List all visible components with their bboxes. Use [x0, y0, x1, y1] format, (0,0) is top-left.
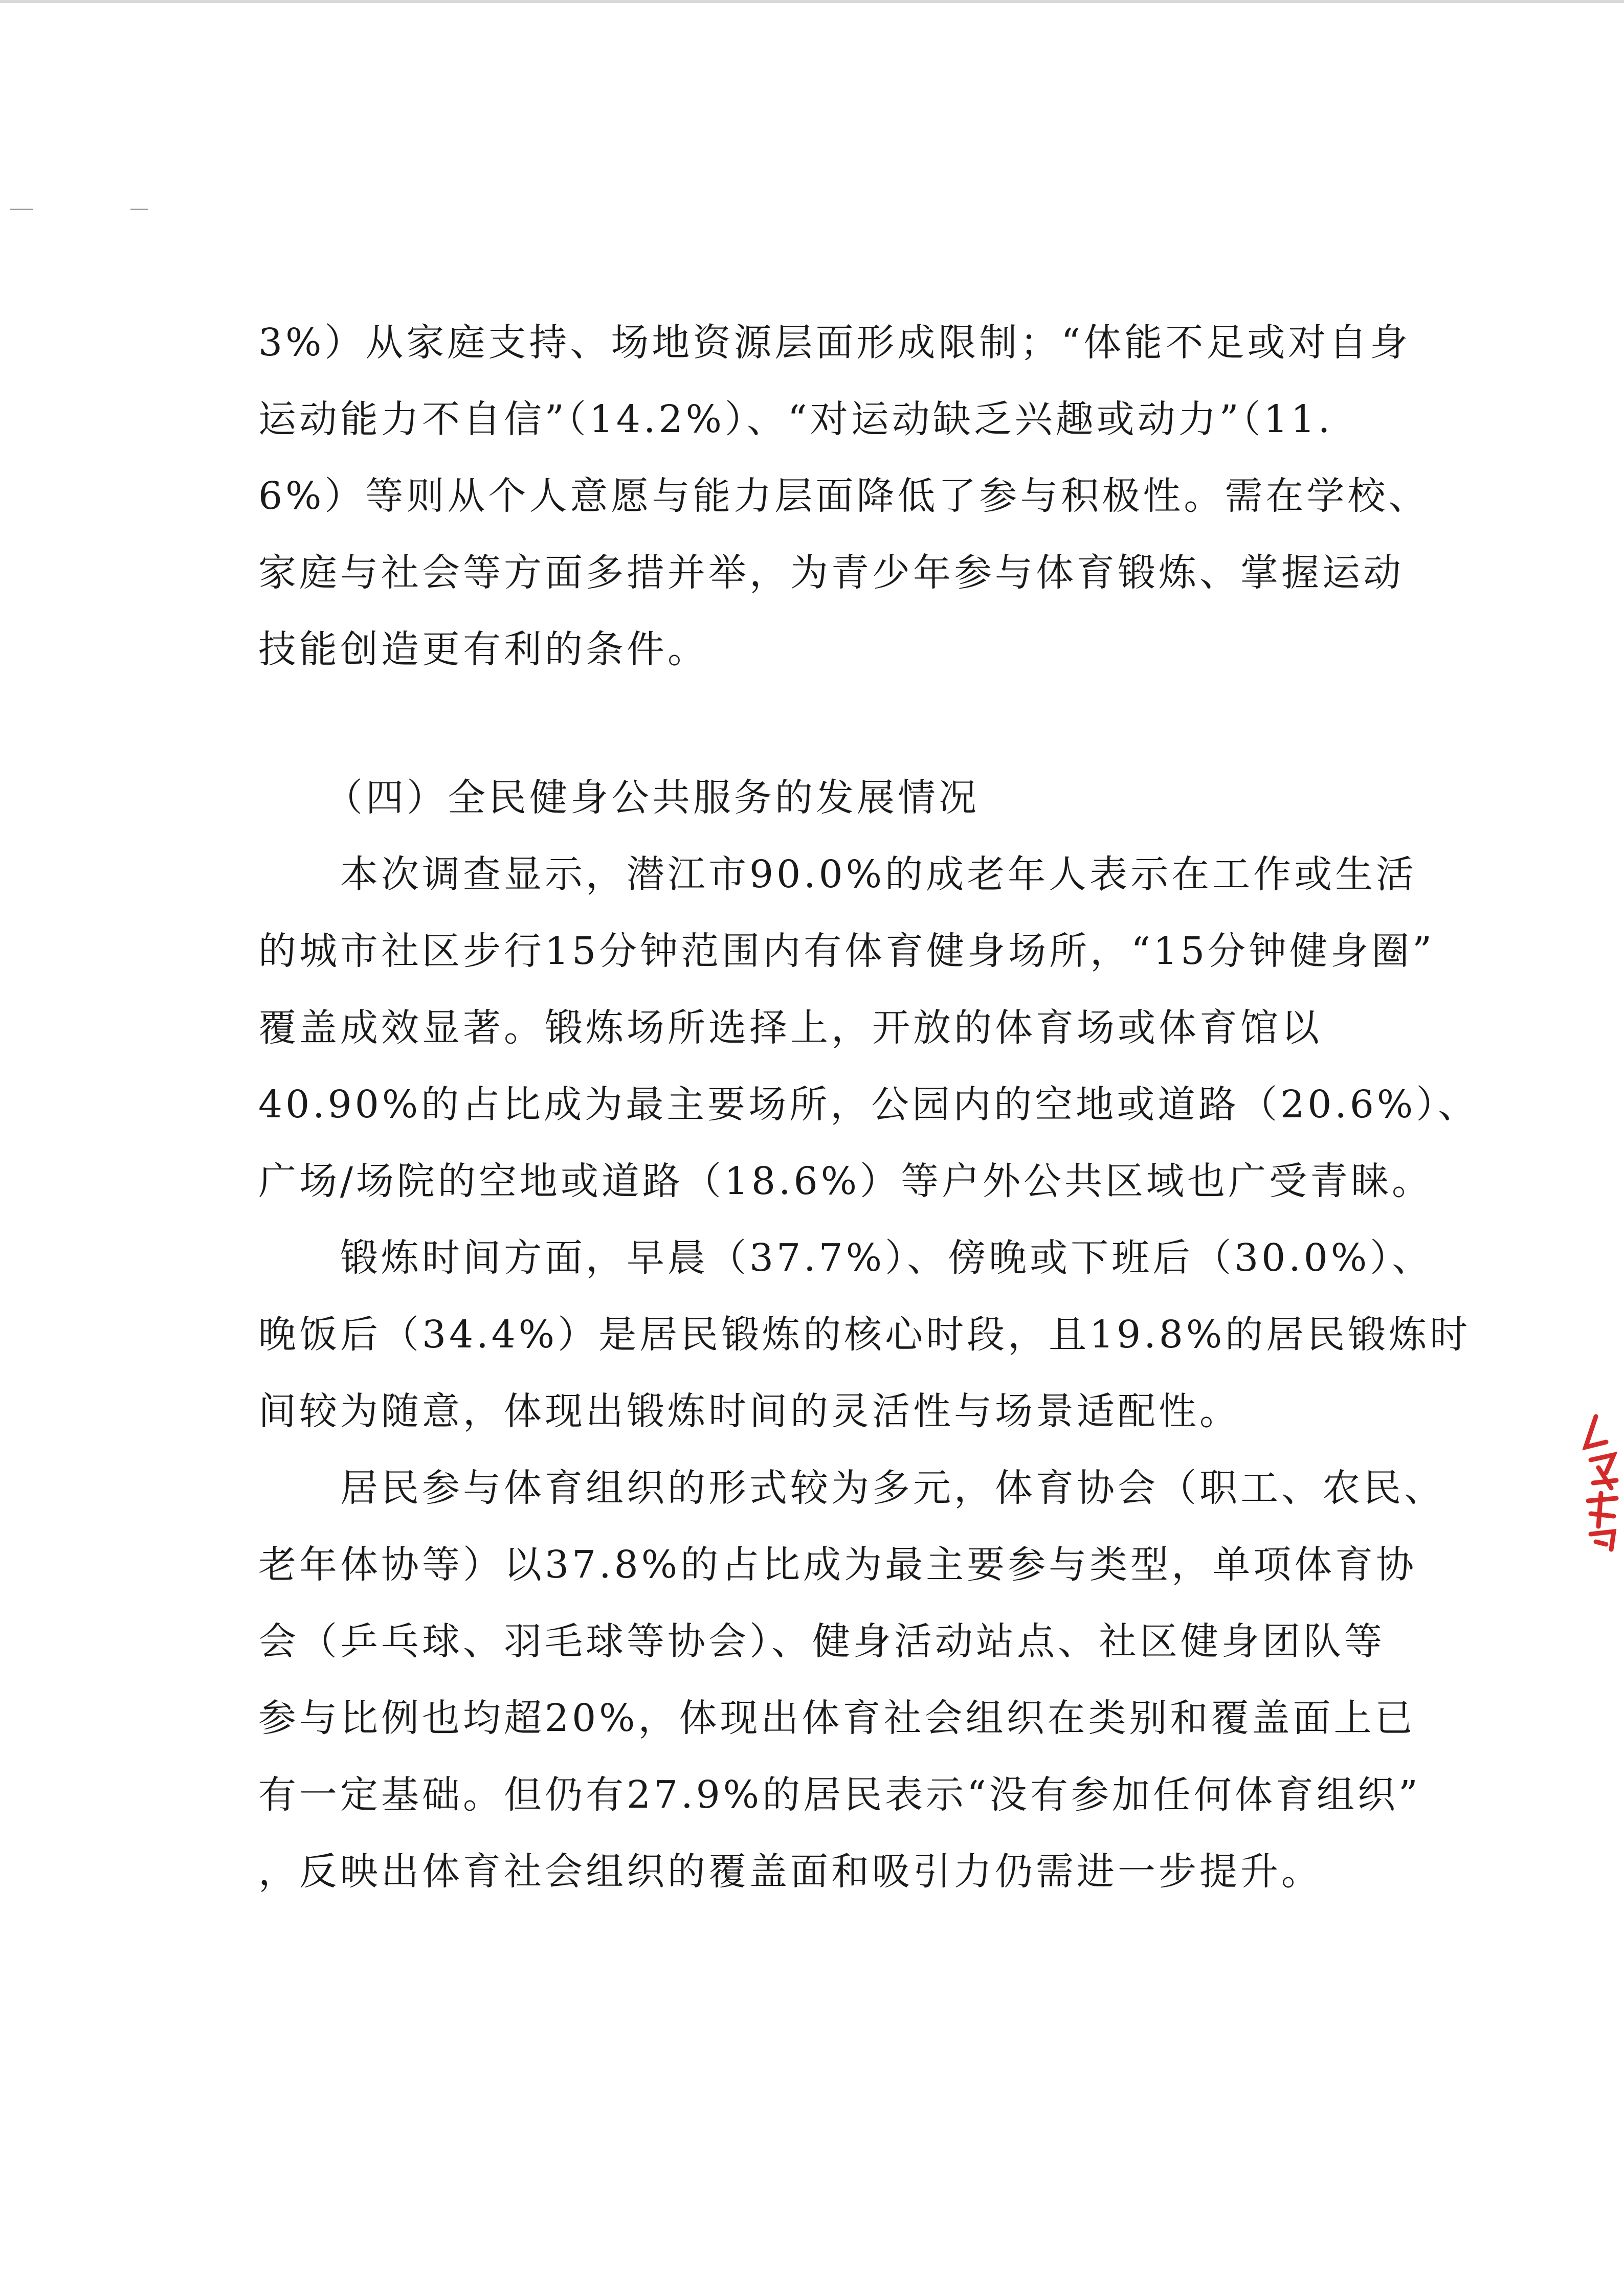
text-line: 运动能力不自信”（14.2%）、“对运动缺乏兴趣或动力”（11. [258, 397, 1333, 441]
text-line: 覆盖成效显著。锻炼场所选择上，开放的体育场或体育馆以 [258, 1006, 1322, 1050]
text-line: 技能创造更有利的条件。 [258, 627, 708, 671]
text-line: 老年体协等）以37.8%的占比成为最主要参与类型，单项体育协 [258, 1543, 1417, 1587]
text-line: 会（乒乓球、羽毛球等协会）、健身活动站点、社区健身团队等 [258, 1619, 1385, 1663]
text-line: 6%）等则从个人意愿与能力层面降低了参与积极性。需在学校、 [258, 474, 1430, 518]
text-line: ，反映出体育社会组织的覆盖面和吸引力仍需进一步提升。 [258, 1850, 1322, 1894]
text-line: 锻炼时间方面，早晨（37.7%）、傍晚或下班后（30.0%）、 [340, 1236, 1433, 1280]
seal-stamp-icon [1575, 1411, 1624, 1555]
scan-top-edge [0, 0, 1624, 3]
section-heading: （四）全民健身公共服务的发展情况 [325, 776, 980, 820]
text-line: 居民参与体育组织的形式较为多元，体育协会（职工、农民、 [340, 1466, 1445, 1510]
scan-mark-left-2 [130, 209, 148, 210]
text-line: 家庭与社会等方面多措并举，为青少年参与体育锻炼、掌握运动 [258, 551, 1404, 595]
text-line: 的城市社区步行15分钟范围内有体育健身场所，“15分钟健身圈” [258, 929, 1435, 973]
text-line: 40.90%的占比成为最主要场所，公园内的空地或道路（20.6%）、 [258, 1083, 1479, 1127]
text-line: 广场/场院的空地或道路（18.6%）等户外公共区域也广受青睐。 [258, 1159, 1433, 1203]
text-line: 间较为随意，体现出锻炼时间的灵活性与场景适配性。 [258, 1389, 1240, 1433]
red-seal-stamp [1575, 1411, 1624, 1555]
text-line: 参与比例也均超20%，体现出体育社会组织在类别和覆盖面上已 [258, 1696, 1416, 1740]
scan-mark-left [10, 209, 33, 210]
text-line: 本次调查显示，潜江市90.0%的成老年人表示在工作或生活 [340, 852, 1417, 896]
text-line: 3%）从家庭支持、场地资源层面形成限制；“体能不足或对自身 [258, 321, 1411, 365]
text-line: 晚饭后（34.4%）是居民锻炼的核心时段，且19.8%的居民锻炼时 [258, 1313, 1471, 1357]
text-line: 有一定基础。但仍有27.9%的居民表示“没有参加任何体育组织” [258, 1773, 1421, 1817]
